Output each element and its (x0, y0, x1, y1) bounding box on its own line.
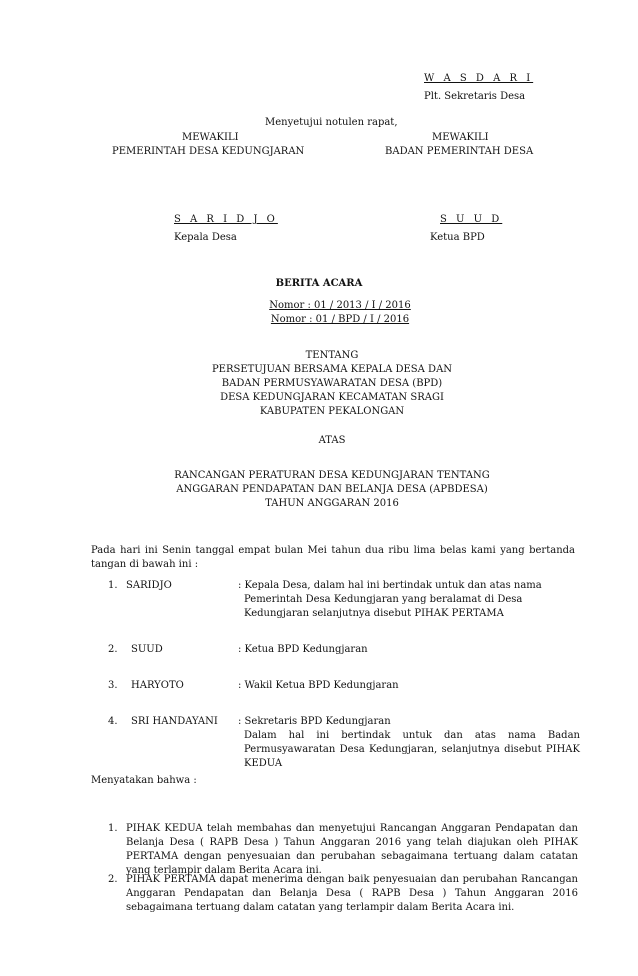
person-name: SUUD (131, 644, 163, 655)
tentang-label: TENTANG (305, 350, 359, 361)
person-desc-line: : Sekretaris BPD Kedungjaran (238, 716, 391, 727)
nomor-1: Nomor : 01 / 2013 / I / 2016 (269, 300, 411, 311)
person-number: 4. (108, 716, 118, 727)
person-desc-line: Pemerintah Desa Kedungjaran yang beralamat di Desa (244, 594, 523, 605)
statement-number: 2. (108, 874, 118, 885)
person-name: SARIDJO (126, 580, 172, 591)
right-signatory-role: Ketua BPD (430, 232, 485, 243)
document-title: BERITA ACARA (275, 278, 363, 289)
statement-text: PIHAK KEDUA telah membahas dan menyetujui Rancangan Anggaran Pendapatan dan Belanja Desa ( RAPB Desa ) Tahun Anggaran 2016 yang telah diajukan oleh PIHAK PERTAMA dengan penyesuaian dan perubahan sebagaimana tertuang dalam catatan yang terlampir dalam Berita Acara ini. (126, 823, 578, 876)
statement-text: PIHAK PERTAMA dapat menerima dengan baik penyesuaian dan perubahan Rancangan Anggaran Pendapatan dan Belanja Desa ( RAPB Desa ) Tahun Anggaran 2016 sebagaimana tertuang dalam catatan yang terlampir dalam Berita Acara ini. (126, 874, 578, 913)
person-number: 2. (108, 644, 118, 655)
approval-text: Menyetujui notulen rapat, (265, 117, 398, 128)
intro-paragraph: Pada hari ini Senin tanggal empat bulan Mei tahun dua ribu lima belas kami yang bertanda tangan di bawah ini : (91, 545, 575, 570)
statement-number: 1. (108, 823, 118, 834)
atas-label: ATAS (318, 435, 346, 446)
subject-line: DESA KEDUNGJARAN KECAMATAN SRAGI (220, 392, 444, 403)
object-block (0, 469, 638, 511)
person-number: 1. (108, 580, 118, 591)
object-line: TAHUN ANGGARAN 2016 (265, 498, 399, 509)
nomor-2: Nomor : 01 / BPD / I / 2016 (270, 314, 410, 325)
object-line: ANGGARAN PENDAPATAN DAN BELANJA DESA (APBDESA) (176, 484, 488, 495)
left-representing-label: MEWAKILI (182, 132, 239, 143)
subject-block (0, 363, 638, 419)
person-desc-line: Dalam hal ini bertindak untuk dan atas nama Badan Permusyawaratan Desa Kedungjaran, selanjutnya disebut PIHAK KEDUA (244, 730, 580, 769)
left-org: PEMERINTAH DESA KEDUNGJARAN (112, 146, 305, 157)
person-description: : Ketua BPD Kedungjaran (238, 644, 368, 655)
left-signatory-name: S A R I D J O (174, 214, 278, 225)
left-signatory-role: Kepala Desa (174, 232, 237, 243)
top-signatory-role: Plt. Sekretaris Desa (424, 91, 526, 102)
right-signatory-name: S U U D (440, 214, 503, 225)
person-name: SRI HANDAYANI (131, 716, 218, 727)
subject-line: PERSETUJUAN BERSAMA KEPALA DESA DAN (211, 364, 453, 375)
person-desc-line: Kedungjaran selanjutnya disebut PIHAK PERTAMA (244, 608, 504, 619)
person-desc-line: : Kepala Desa, dalam hal ini bertindak untuk dan atas nama (238, 580, 542, 591)
person-name: HARYOTO (131, 680, 184, 691)
right-representing-label: MEWAKILI (432, 132, 489, 143)
subject-line: KABUPATEN PEKALONGAN (259, 406, 405, 417)
person-number: 3. (108, 680, 118, 691)
person-description (238, 715, 580, 771)
subject-line: BADAN PERMUSYAWARATAN DESA (BPD) (221, 378, 443, 389)
object-line: RANCANGAN PERATURAN DESA KEDUNGJARAN TENTANG (174, 470, 490, 481)
right-org: BADAN PEMERINTAH DESA (385, 146, 534, 157)
person-description (238, 579, 578, 621)
person-description: : Wakil Ketua BPD Kedungjaran (238, 680, 399, 691)
top-signatory-name: W A S D A R I (424, 73, 534, 84)
statement-intro: Menyatakan bahwa : (91, 775, 197, 786)
